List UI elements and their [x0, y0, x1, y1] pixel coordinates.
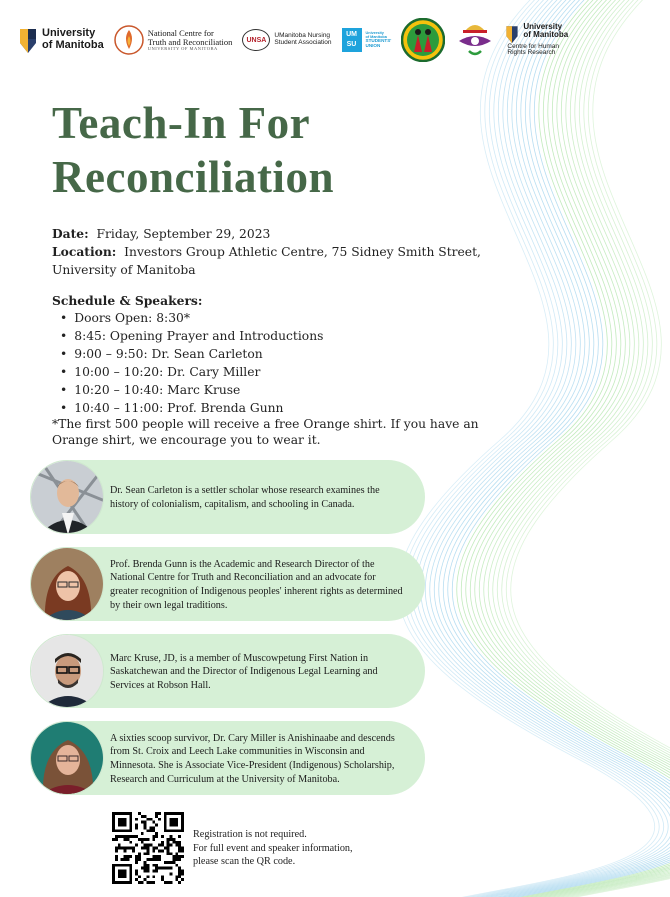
speaker-card-gunn	[30, 547, 425, 621]
nursing-student-association-logo	[242, 29, 331, 51]
umsu-abbr-line2: SU	[346, 41, 357, 48]
speaker-bio-bubble	[70, 721, 425, 795]
nctr-flame-icon	[114, 25, 144, 55]
schedule-heading: Schedule & Speakers:	[52, 293, 203, 308]
speaker-photo-miller	[30, 721, 104, 795]
date-value: Friday, September 29, 2023	[96, 227, 271, 241]
umsu-box-icon	[342, 28, 362, 52]
um2-logo-line2: of Manitoba	[523, 30, 569, 40]
schedule-item: • 10:40 – 11:00: Prof. Brenda Gunn	[60, 399, 323, 417]
schedule-list	[60, 309, 323, 417]
event-details	[52, 225, 482, 279]
wave-line	[502, 0, 670, 897]
nctr-logo-line1: National Centre for	[147, 27, 214, 38]
umsu-logo-line4: UNION	[365, 42, 381, 48]
speaker-photo-carleton	[30, 460, 104, 534]
speaker-bio: Marc Kruse, JD, is a member of Muscowpetung First Nation in Saskatchewan and the Director of Indigenous Legal Learning and Services at Robson Hall.	[110, 652, 378, 691]
wave-line	[461, 0, 670, 897]
um2-logo-line3: Centre for Human	[507, 42, 560, 50]
registration-qr-code[interactable]	[112, 812, 184, 884]
date-row	[52, 225, 482, 243]
location-value: Investors Group Athletic Centre, 75 Sidney Smith Street, University of Manitoba	[52, 245, 481, 277]
speaker-bio-bubble	[70, 460, 425, 534]
wave-line	[511, 0, 670, 897]
date-label: Date:	[52, 226, 89, 241]
wave-line	[479, 0, 670, 897]
umsu-logo	[342, 28, 392, 52]
title-line2: Reconciliation	[52, 152, 334, 202]
wave-line	[488, 0, 670, 897]
partner-logo-bar	[18, 14, 652, 66]
schedule-item: • Doors Open: 8:30*	[60, 309, 323, 327]
centre-for-human-rights-research-logo	[505, 23, 568, 57]
schedule-item: • 10:00 – 10:20: Dr. Cary Miller	[60, 363, 323, 381]
wave-line	[484, 0, 670, 897]
speaker-bio-bubble	[70, 547, 425, 621]
speaker-card-miller	[30, 721, 425, 795]
wave-line	[506, 0, 670, 897]
unsa-badge-icon	[242, 29, 270, 51]
university-of-manitoba-logo	[18, 25, 104, 55]
registration-line1: Registration is not required.	[193, 829, 307, 840]
um-logo-line1: University	[42, 27, 96, 40]
speaker-bio-bubble	[70, 634, 425, 708]
nursing-logo-line1: UManitoba Nursing	[274, 32, 331, 40]
speaker-photo-kruse	[30, 634, 104, 708]
registration-line3: please scan the QR code.	[193, 856, 296, 867]
umsu-logo-line1: University	[365, 31, 384, 36]
location-row	[52, 243, 482, 279]
speaker-bio: A sixties scoop survivor, Dr. Cary Miller is Anishinaabe and descends from St. Croix and Leech Lake communities in Wisconsin and Minnesota. She is Associate Vice-President (Indigenous) Scholarship, Research and Curriculum at the University of Manitoba.	[110, 732, 395, 785]
nctr-logo-line2: Truth and Reconciliation	[147, 36, 233, 47]
speaker-card-carleton	[30, 460, 425, 534]
speaker-card-kruse	[30, 634, 425, 708]
um-crest-small-icon	[505, 23, 519, 45]
unsa-abbr: UNSA	[246, 36, 267, 44]
wave-line	[475, 0, 670, 897]
nctr-logo	[114, 25, 233, 55]
orange-shirt-note: *The first 500 people will receive a free Orange shirt. If you have an Orange shirt, we encourage you to wear it.	[52, 417, 479, 447]
wave-line	[470, 0, 670, 897]
nursing-logo-line2: Student Association	[274, 39, 332, 46]
umsu-logo-line2: of Manitoba	[365, 35, 387, 40]
registration-info	[193, 828, 353, 869]
indigenous-group-emblem-icon	[401, 18, 445, 62]
page-title	[52, 96, 492, 204]
um-crest-icon	[18, 25, 38, 55]
umsu-logo-line3: STUDENTS'	[365, 38, 392, 44]
speaker-bio: Dr. Sean Carleton is a settler scholar whose research examines the history of colonialism, capitalism, and schooling in Canada.	[110, 485, 380, 510]
wave-line	[493, 0, 670, 897]
wave-line	[497, 0, 670, 897]
um2-logo-line4: Rights Research	[507, 49, 556, 57]
schedule-item: • 10:20 – 10:40: Marc Kruse	[60, 381, 323, 399]
schedule-item: • 8:45: Opening Prayer and Introductions	[60, 327, 323, 345]
speaker-photo-gunn	[30, 547, 104, 621]
nctr-logo-line3: UNIVERSITY OF MANITOBA	[147, 45, 218, 51]
wave-line	[466, 0, 670, 897]
um-logo-line2: of Manitoba	[42, 39, 104, 51]
schedule-item: • 9:00 – 9:50: Dr. Sean Carleton	[60, 345, 323, 363]
um2-logo-line1: University	[523, 21, 563, 31]
registration-line2: For full event and speaker information,	[193, 842, 353, 854]
umsu-abbr-line1: UM	[346, 31, 357, 38]
speaker-bio: Prof. Brenda Gunn is the Academic and Research Director of the National Centre for Truth and Reconciliation and an advocate for greater recognition of Indigenous peoples' inherent rights as determined by their own legal traditions.	[110, 558, 403, 611]
location-label: Location:	[52, 244, 117, 259]
metis-mask-emblem-icon	[455, 17, 495, 63]
title-line1: Teach-In For	[52, 98, 311, 148]
